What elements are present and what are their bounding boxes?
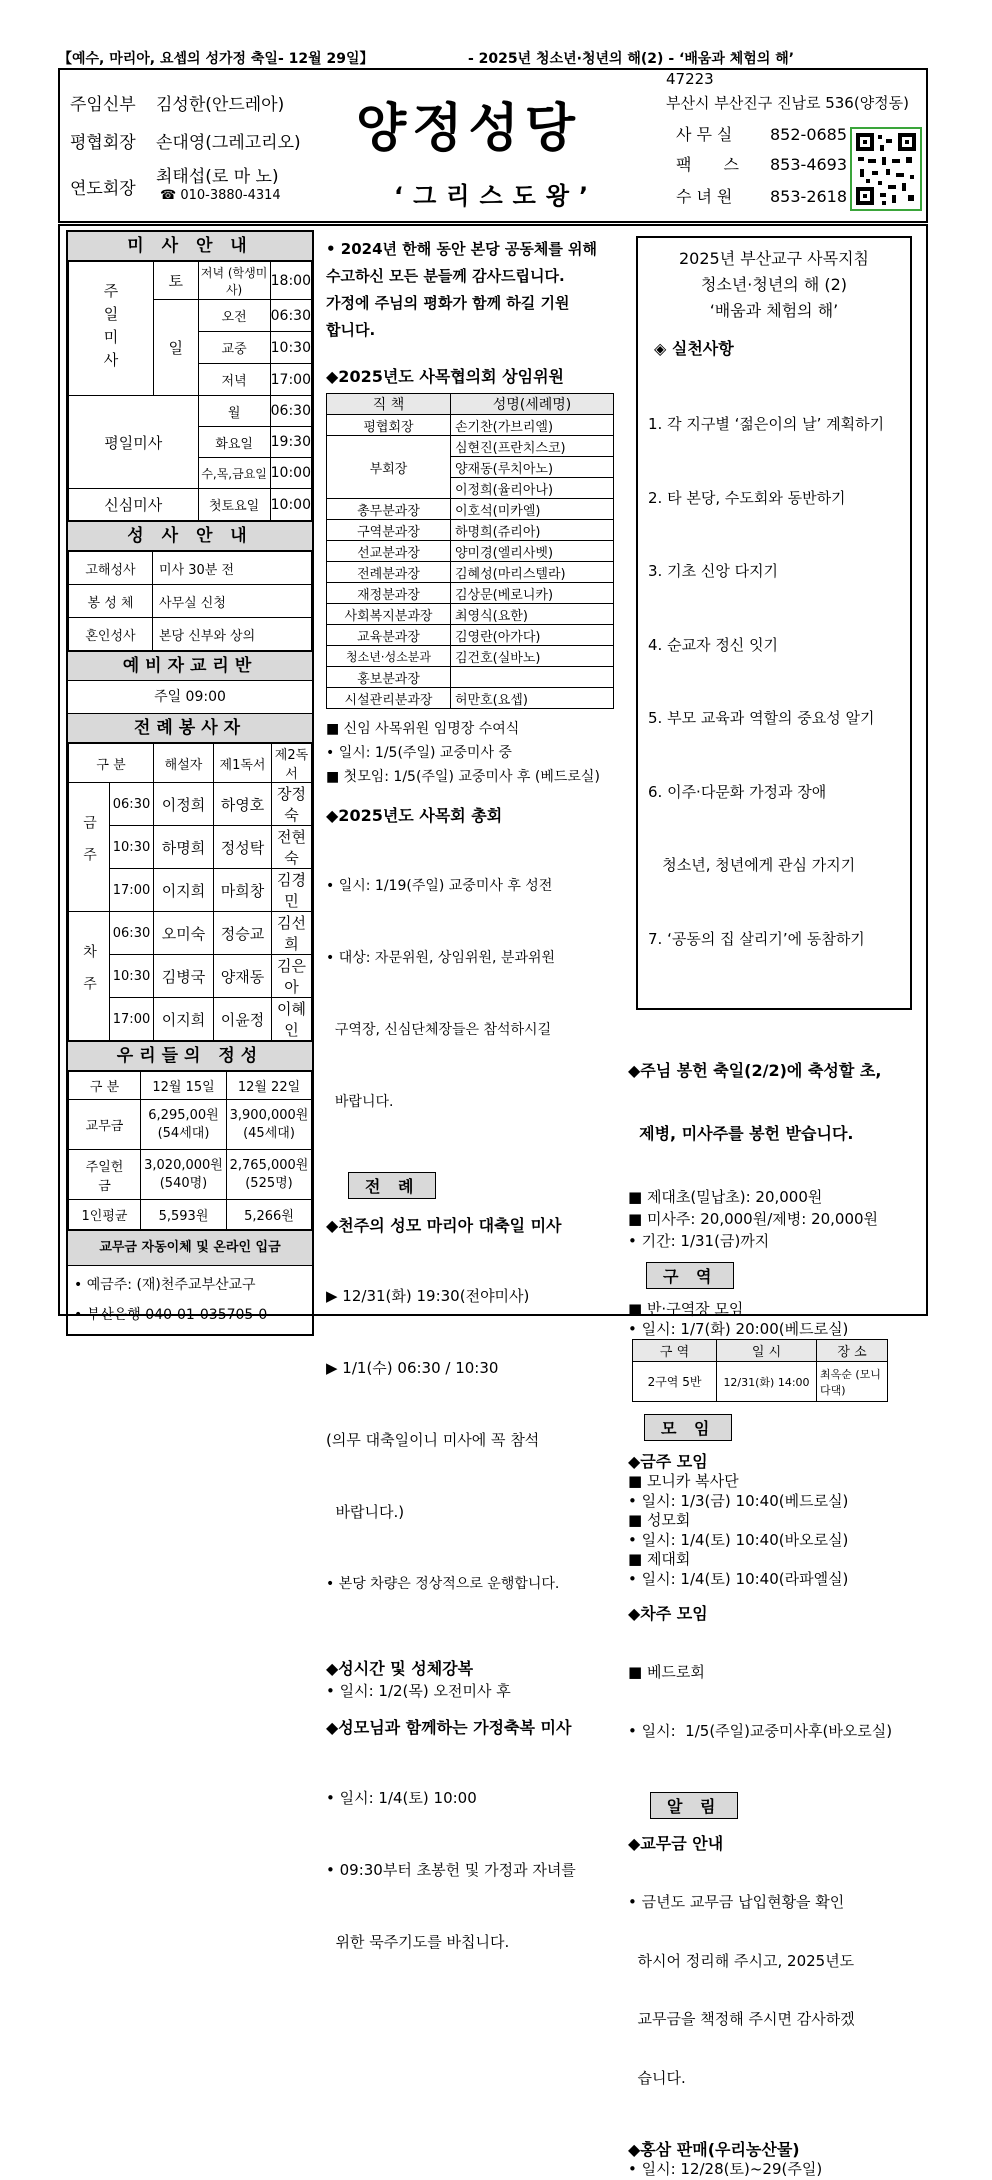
server-name: 이혜인 [272,998,312,1041]
catechumen-value: 주일 09:00 [154,689,226,705]
address: 부산시 부산진구 진남로 536(양정동) [666,94,910,112]
server-time: 17:00 [110,998,154,1041]
this-week-meetings: ■ 모니카 복사단 • 일시: 1/3(금) 10:40(베드로실) ■ 성모회 • 일시: 1/4(토) 10:40(바오로실) ■ 제대회 • 일시: 1/4(토) 10:40(라파엘실) [628,1472,849,1588]
council-name: 김상문(베로니카) [451,583,614,604]
mass-slot: 저녁 (학생미사) [198,262,270,300]
practice-list: 1. 각 지구별 ‘젊은이의 날’ 계획하기 2. 타 본당, 수도회와 동반하기 3. 기초 신앙 다지기 4. 순교자 정신 잇기 5. 부모 교육과 역할의 중요성 알기 6. 이주·다문화 가정과 장애 청소년, 청년에게 관심 가지기 7. ‘공동의 집 살리기’에 동참하기 [648,415,885,948]
postal-code: 47223 [666,70,714,88]
this-week-meeting-title: ◆금주 모임 [628,1452,708,1471]
server-name: 하영호 [214,783,272,826]
council-name: 김영란(아가다) [451,625,614,646]
council-role: 구역분과장 [327,520,451,541]
servers-header: 해설자 [154,744,214,783]
server-name: 정성탁 [214,826,272,869]
bulletin-header [58,68,928,223]
server-name: 하명희 [154,826,214,869]
mass-time: 18:00 [270,262,311,300]
offering-a: 6,295,00원 (54세대) [141,1100,227,1150]
servers-table [68,743,312,1041]
phone-convent: 수녀원 853-2618 [676,187,848,206]
server-time: 17:00 [110,869,154,912]
offerings-title: 우리들의 정성 [68,1041,312,1071]
offerings-header: 구 분 [69,1072,141,1100]
general-meeting-info: • 일시: 1/19(주일) 교중미사 후 성전 • 대상: 자문위원, 상임위원, 분과위원 구역장, 신심단체장들은 참석하시길 바랍니다. [326,878,556,1110]
council-name: 허만호(요셉) [451,688,614,709]
staff-yeondo-name: 최태섭(로 마 노) [156,167,279,187]
thanks-message: • 2024년 한해 동안 본당 공동체를 위해 수고하신 모든 분들께 감사드립니다. 가정에 주님의 평화가 함께 하길 기원 합니다. [326,240,598,339]
offerings-header: 12월 15일 [141,1072,227,1100]
server-time: 10:30 [110,955,154,998]
guide-subtitle: 청소년·청년의 해 (2) [700,275,848,294]
offertory-info: ■ 제대초(밀납초): 20,000원 ■ 미사주: 20,000원/제병: 20,000원 • 기간: 1/31(금)까지 [628,1188,879,1250]
year-theme: - 2025년 청소년·청년의 해(2) - ‘배움과 체험의 해’ [468,51,795,67]
general-meeting-title: ◆2025년도 사목회 총회 [326,806,503,825]
parish-subtitle: ‘그리스도왕’ [394,182,599,210]
sinsim-mass-label: 신심미사 [69,489,199,521]
servers-header: 제2독서 [272,744,312,783]
staff-yeondo-role: 연도회장 [70,179,136,199]
council-role: 평협회장 [327,415,451,436]
mass-title: 미 사 안 내 [68,232,312,261]
auto-transfer-title: 교무금 자동이체 및 온라인 입금 [68,1230,312,1266]
council-role: 홍보분과장 [327,667,451,688]
council-name: 이정희(율리아나) [451,478,614,499]
top-line [58,48,926,68]
servers-header: 구 분 [69,744,154,783]
mary-mass-info: ▶ 12/31(화) 19:30(전야미사) ▶ 1/1(수) 06:30 / 10:30 (의무 대축일이니 미사에 꼭 참석 바랍니다.) • 본당 차량은 정상적으로 운행합니다. [326,1287,560,1592]
sacrament-value: 본당 신부와 상의 [153,618,312,651]
sat-label: 토 [154,262,199,300]
council-name: 양재동(루치아노) [451,457,614,478]
server-name: 이지희 [154,998,214,1041]
offering-name: 주일헌금 [69,1150,141,1200]
mary-mass-title: ◆천주의 성모 마리아 대축일 미사 [326,1216,562,1235]
council-role: 부회장 [327,436,451,499]
weekday-day: 화요일 [198,427,270,458]
council-role: 전례분과장 [327,562,451,583]
mass-slot: 저녁 [198,364,270,396]
council-role: 사회복지분과장 [327,604,451,625]
avg-label: 1인평균 [69,1200,141,1230]
district-header: 일 시 [717,1340,817,1362]
parish-title: 양정성당 [356,99,581,159]
phone-fax: 팩스853-4693 [676,155,848,174]
council-role: 선교분과장 [327,541,451,562]
server-name: 오미숙 [154,912,214,955]
offerings-header: 12월 22일 [227,1072,312,1100]
liturgy-section-label: 전 례 [348,1172,436,1199]
avg-a: 5,593원 [141,1200,227,1230]
district-area: 2구역 5반 [633,1362,717,1402]
weekday-time: 19:30 [270,427,311,458]
offering-b: 2,765,000원 (525명) [227,1150,312,1200]
sacrament-name: 혼인성사 [69,618,153,651]
council-role: 재정분과장 [327,583,451,604]
mass-time: 10:30 [270,332,311,364]
sacrament-name: 봉 성 체 [69,585,153,618]
middle-column [326,236,616,2002]
council-role: 교육분과장 [327,625,451,646]
mass-time: 06:30 [270,300,311,332]
server-name: 이정희 [154,783,214,826]
server-time: 06:30 [110,783,154,826]
district-place: 최옥순 (모니다댁) [817,1362,888,1402]
council-name: 김건호(실바노) [451,646,614,667]
council-title: ◆2025년도 사목협의회 상임위원 [326,367,564,386]
appointment-info: ■ 신임 사목위원 임명장 수여식 • 일시: 1/5(주일) 교중미사 중 ■ 첫모임: 1/5(주일) 교중미사 후 (베드로실) [326,721,600,785]
staff-yeondo-phone: ☎ 010-3880-4314 [160,188,281,203]
weekday-time: 06:30 [270,396,311,427]
phone-office: 사무실 852-0685 [676,125,848,144]
dues-title: ◆교무금 안내 [628,1834,724,1853]
family-mass-title: ◆성모님과 함께하는 가정축복 미사 [326,1718,572,1737]
offerings-table [68,1071,312,1230]
server-name: 양재동 [214,955,272,998]
catechumen-title: 예비자교리반 [68,651,312,681]
district-time: 12/31(화) 14:00 [717,1362,817,1402]
qr-code-icon[interactable] [850,127,922,211]
servers-header: 제1독서 [214,744,272,783]
weekday-day: 월 [198,396,270,427]
server-name: 김경민 [272,869,312,912]
district-table [632,1339,888,1402]
sun-label: 일 [154,300,199,396]
server-name: 김병국 [154,955,214,998]
sacraments-table [68,551,312,651]
district-section-label: 구 역 [646,1262,734,1289]
council-name: 손기찬(가브리엘) [451,415,614,436]
council-table [326,393,614,709]
next-week-label: 차주 [69,912,110,1041]
practice-title: ◈ 실천사항 [654,339,734,358]
sinsim-time: 10:00 [270,489,311,521]
server-name: 김선희 [272,912,312,955]
server-time: 10:30 [110,826,154,869]
offertory-title: ◆주님 봉헌 축일(2/2)에 축성할 초, 제병, 미사주를 봉헌 받습니다. [628,1061,882,1143]
council-name: 심현진(프란치스코) [451,436,614,457]
mass-table [68,261,312,521]
council-name: 양미경(엘리사벳) [451,541,614,562]
council-name [451,667,614,688]
account-holder: • 예금주: (재)천주교부산교구 [74,1277,256,1293]
weekday-mass-label: 평일미사 [69,396,199,489]
council-role: 총무분과장 [327,499,451,520]
sinsim-day: 첫토요일 [198,489,270,521]
notice-section-label: 알 림 [650,1792,738,1819]
server-name: 이윤정 [214,998,272,1041]
offering-a: 3,020,000원 (540명) [141,1150,227,1200]
dues-info: • 금년도 교무금 납입현황을 확인 하시어 정리해 주시고, 2025년도 교무금을 책정해 주시면 감사하겠 습니다. [628,1893,855,2087]
sacrament-value: 미사 30분 전 [153,552,312,585]
feast-label: 【예수, 마리아, 요셉의 성가정 축일- 12월 29일】 [58,51,374,67]
district-info: ■ 반·구역장 모임 • 일시: 1/7(화) 20:00(베드로실) [628,1300,849,1338]
sacrament-name: 고해성사 [69,552,153,585]
mass-slot: 교중 [198,332,270,364]
left-column [66,230,314,1336]
offering-b: 3,900,000원 (45세대) [227,1100,312,1150]
council-name: 김혜성(마리스텔라) [451,562,614,583]
council-name: 최영식(요한) [451,604,614,625]
server-name: 장정숙 [272,783,312,826]
family-mass-info: • 일시: 1/4(토) 10:00 • 09:30부터 초봉헌 및 가정과 자녀를 위한 묵주기도를 바칩니다. [326,1789,576,1951]
avg-b: 5,266원 [227,1200,312,1230]
council-header: 성명(세례명) [451,394,614,415]
staff-priest: 주임신부 김성한(안드레아) [70,95,285,115]
server-name: 이지희 [154,869,214,912]
holy-hour-title: ◆성시간 및 성체강복 [326,1659,474,1678]
ginseng-title: ◆홍삼 판매(우리농산물) [628,2140,800,2159]
server-name: 정승교 [214,912,272,955]
pastoral-guide-box [636,236,912,1010]
mass-slot: 오전 [198,300,270,332]
council-role: 시설관리분과장 [327,688,451,709]
guide-title: 2025년 부산교구 사목지침 [679,249,869,268]
guide-theme: ‘배움과 체험의 해’ [709,301,839,320]
council-role: 청소년·성소분과 [327,646,451,667]
servers-title: 전례봉사자 [68,713,312,743]
right-column [628,236,918,2180]
meeting-section-label: 모 임 [644,1414,732,1441]
this-week-label: 금주 [69,783,110,912]
weekday-day: 수,목,금요일 [198,458,270,489]
council-header: 직 책 [327,394,451,415]
bank-account: • 부산은행 040-01-035705-0 [74,1307,268,1323]
sacrament-value: 사무실 신청 [153,585,312,618]
bulletin-body [58,224,928,2178]
next-week-meeting-title: ◆차주 모임 [628,1604,708,1623]
mass-time: 17:00 [270,364,311,396]
server-time: 06:30 [110,912,154,955]
district-header: 구 역 [633,1340,717,1362]
server-name: 김은아 [272,955,312,998]
sacraments-title: 성 사 안 내 [68,521,312,551]
holy-hour-info: • 일시: 1/2(목) 오전미사 후 [326,1682,511,1700]
sunday-mass-label: 주일미사 [69,262,154,396]
next-week-meetings: ■ 베드로회 • 일시: 1/5(주일)교중미사후(바오로실) [628,1663,893,1740]
council-name: 이호석(미카엘) [451,499,614,520]
server-name: 전현숙 [272,826,312,869]
council-name: 하명희(쥬리아) [451,520,614,541]
offering-name: 교무금 [69,1100,141,1150]
server-name: 마희창 [214,869,272,912]
district-header: 장 소 [817,1340,888,1362]
ginseng-info: • 일시: 12/28(토)~29(주일) [628,2160,823,2178]
staff-council: 평협회장 손대영(그레고리오) [70,133,301,153]
weekday-time: 10:00 [270,458,311,489]
